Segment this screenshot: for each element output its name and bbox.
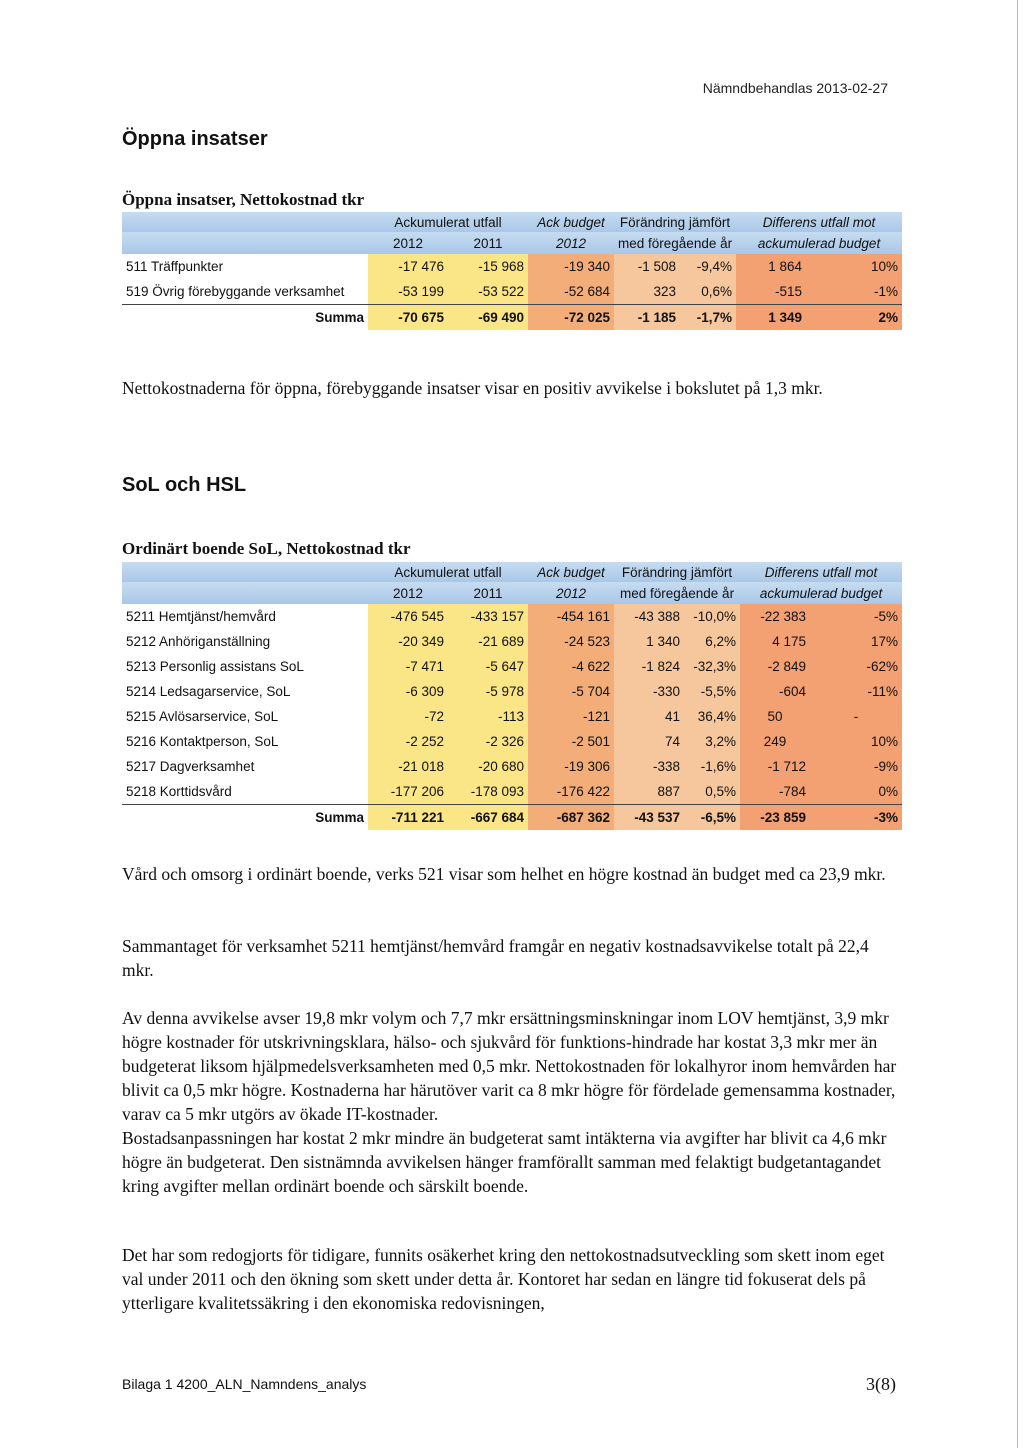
cell-2011: -433 157 xyxy=(448,604,528,629)
table-title-ordinart-boende: Ordinärt boende SoL, Nettokostnad tkr xyxy=(122,539,411,558)
cell-diff-pct: 2% xyxy=(806,305,902,331)
page-number: 3(8) xyxy=(866,1374,896,1394)
cell-diff-pct: 0% xyxy=(810,779,902,805)
header-blank xyxy=(122,212,368,232)
header-blank xyxy=(122,582,368,604)
cell-diff: 1 864 xyxy=(736,254,806,279)
col-differens: Differens utfall mot xyxy=(740,562,902,582)
cell-diff: -784 xyxy=(740,779,810,805)
paragraph-block-2 xyxy=(122,934,902,982)
col-forandring: Förändring jämfört xyxy=(614,562,740,582)
cell-budget: -52 684 xyxy=(528,279,614,305)
cell-diff: -22 383 xyxy=(740,604,810,629)
cell-diff-pct: 10% xyxy=(810,729,902,754)
cell-budget: -121 xyxy=(528,704,614,729)
col-med-foregaende: med föregående år xyxy=(614,232,736,254)
cell-change: -338 xyxy=(614,754,684,779)
cell-diff: 50 xyxy=(740,704,810,729)
section-heading-oppna-insatser: Öppna insatser xyxy=(122,128,268,150)
col-ack-budget-sub: ackumulerad budget xyxy=(736,232,902,254)
paragraph-oppna-insatser xyxy=(122,376,902,400)
section-heading-sol-hsl: SoL och HSL xyxy=(122,474,247,496)
paragraph-text: Vård och omsorg i ordinärt boende, verks 521 visar som helhet en högre kostnad än budget med ca 23,9 mkr. xyxy=(122,864,886,884)
cell-2011: -178 093 xyxy=(448,779,528,805)
cell-change-pct: 0,6% xyxy=(680,279,736,305)
table-row xyxy=(122,729,902,754)
cell-2012: -53 199 xyxy=(368,279,448,305)
cell-change: -1 508 xyxy=(614,254,680,279)
table-row xyxy=(122,604,902,629)
cell-2012: -21 018 xyxy=(368,754,448,779)
cell-change: -1 185 xyxy=(614,305,680,331)
col-ack-budget-sub: ackumulerad budget xyxy=(740,582,902,604)
table-row xyxy=(122,654,902,679)
table-row xyxy=(122,704,902,729)
cell-change-pct: -32,3% xyxy=(684,654,740,679)
row-label: 519 Övrig förebyggande verksamhet xyxy=(122,279,368,305)
cell-2012: -476 545 xyxy=(368,604,448,629)
cell-budget: -24 523 xyxy=(528,629,614,654)
table-row xyxy=(122,679,902,704)
cell-change: -330 xyxy=(614,679,684,704)
row-label: 5211 Hemtjänst/hemvård xyxy=(122,604,368,629)
col-ack-budget: Ack budget xyxy=(528,212,614,232)
cell-2012: -70 675 xyxy=(368,305,448,331)
cell-budget: -2 501 xyxy=(528,729,614,754)
table-ordinart-boende xyxy=(122,562,902,830)
table-row xyxy=(122,629,902,654)
cell-2011: -53 522 xyxy=(448,279,528,305)
cell-2011: -15 968 xyxy=(448,254,528,279)
cell-budget: -454 161 xyxy=(528,604,614,629)
table-row xyxy=(122,754,902,779)
cell-change: -43 388 xyxy=(614,604,684,629)
summa-row xyxy=(122,305,902,331)
cell-diff: -2 849 xyxy=(740,654,810,679)
cell-change: 1 340 xyxy=(614,629,684,654)
col-2012: 2012 xyxy=(368,232,448,254)
cell-diff: -1 712 xyxy=(740,754,810,779)
paragraph-block-4 xyxy=(122,1243,902,1315)
cell-change: -1 824 xyxy=(614,654,684,679)
table-row xyxy=(122,254,902,279)
cell-budget: -19 340 xyxy=(528,254,614,279)
row-label: 511 Träffpunkter xyxy=(122,254,368,279)
cell-change: 887 xyxy=(614,779,684,805)
header-blank xyxy=(122,562,368,582)
cell-diff-pct: -11% xyxy=(810,679,902,704)
paragraph-text: Nettokostnaderna för öppna, förebyggande insatser visar en positiv avvikelse i bokslutet på 1,3 mkr. xyxy=(122,378,823,398)
col-2012: 2012 xyxy=(368,582,448,604)
cell-2012: -6 309 xyxy=(368,679,448,704)
row-label: 5215 Avlösarservice, SoL xyxy=(122,704,368,729)
cell-change-pct: -1,6% xyxy=(684,754,740,779)
cell-budget: -72 025 xyxy=(528,305,614,331)
cell-2011: -5 647 xyxy=(448,654,528,679)
cell-2011: -20 680 xyxy=(448,754,528,779)
cell-2011: -5 978 xyxy=(448,679,528,704)
cell-change-pct: 3,2% xyxy=(684,729,740,754)
cell-2011: -667 684 xyxy=(448,805,528,831)
cell-change-pct: -5,5% xyxy=(684,679,740,704)
cell-change-pct: 6,2% xyxy=(684,629,740,654)
cell-budget: -19 306 xyxy=(528,754,614,779)
col-differens: Differens utfall mot xyxy=(736,212,902,232)
header-blank xyxy=(122,232,368,254)
cell-2011: -113 xyxy=(448,704,528,729)
cell-change-pct: 0,5% xyxy=(684,779,740,805)
summa-label: Summa xyxy=(122,805,368,831)
summa-label: Summa xyxy=(122,305,368,331)
cell-2012: -17 476 xyxy=(368,254,448,279)
cell-2012: -177 206 xyxy=(368,779,448,805)
table-title-oppna-insatser: Öppna insatser, Nettokostnad tkr xyxy=(122,190,365,209)
cell-change-pct: -9,4% xyxy=(680,254,736,279)
cell-2012: -2 252 xyxy=(368,729,448,754)
row-label: 5213 Personlig assistans SoL xyxy=(122,654,368,679)
meeting-date-stamp: Nämndbehandlas 2013-02-27 xyxy=(702,80,888,96)
cell-change-pct: -1,7% xyxy=(680,305,736,331)
row-label: 5216 Kontaktperson, SoL xyxy=(122,729,368,754)
cell-change: 323 xyxy=(614,279,680,305)
col-budget-year: 2012 xyxy=(528,232,614,254)
row-label: 5217 Dagverksamhet xyxy=(122,754,368,779)
col-forandring: Förändring jämfört xyxy=(614,212,736,232)
paragraph-text: Det har som redogjorts för tidigare, funnits osäkerhet kring den nettokostnadsutveckling som skett inom eget val under 2011 och den ökning som skett under detta år. Kontoret har sedan en längre tid fokuserat dels på ytterligare kvalitetssäkring i den ekonomiska redovisningen, xyxy=(122,1245,885,1313)
cell-diff-pct: - xyxy=(810,704,902,729)
col-ack-utfall: Ackumulerat utfall xyxy=(368,212,528,232)
cell-diff: 249 xyxy=(740,729,810,754)
paragraph-text: Bostadsanpassningen har kostat 2 mkr mindre än budgeterat samt intäkterna via avgifter har blivit ca 4,6 mkr högre än budgeterat. Den sistnämnda avvikelsen hänger framförallt samman med felaktigt budgetantagandet kring avgifter mellan ordinärt boende och särskilt boende. xyxy=(122,1128,887,1196)
cell-change-pct: 36,4% xyxy=(684,704,740,729)
paragraph-text: Av denna avvikelse avser 19,8 mkr volym och 7,7 mkr ersättningsminskningar inom LOV hemtjänst, 3,9 mkr högre kostnader för utskrivningsklara, hälso- och sjukvård för funktions-hindrade har kostat 3,3 mkr mer än budgeterat liksom hjälpmedelsverksamheten med 0,5 mkr. Nettokostnaden för lokalhyror inom hemvården har blivit ca 0,5 mkr högre. Kostnaderna har härutöver varit ca 8 mkr högre för fördelade gemensamma kostnader, varav ca 5 mkr utgörs av ökade IT-kostnader. xyxy=(122,1008,897,1124)
footer-attachment-label: Bilaga 1 4200_ALN_Namndens_analys xyxy=(122,1376,367,1392)
cell-change: 41 xyxy=(614,704,684,729)
cell-diff-pct: -1% xyxy=(806,279,902,305)
col-2011: 2011 xyxy=(448,582,528,604)
col-ack-budget: Ack budget xyxy=(528,562,614,582)
cell-diff: -515 xyxy=(736,279,806,305)
cell-diff: 4 175 xyxy=(740,629,810,654)
paragraph-block-3 xyxy=(122,1006,902,1198)
col-ack-utfall: Ackumulerat utfall xyxy=(368,562,528,582)
cell-budget: -5 704 xyxy=(528,679,614,704)
col-2011: 2011 xyxy=(448,232,528,254)
cell-2012: -72 xyxy=(368,704,448,729)
col-budget-year: 2012 xyxy=(528,582,614,604)
page-edge-line xyxy=(1017,0,1018,1448)
cell-budget: -687 362 xyxy=(528,805,614,831)
col-med-foregaende: med föregående år xyxy=(614,582,740,604)
table-row xyxy=(122,279,902,305)
cell-2011: -2 326 xyxy=(448,729,528,754)
paragraph-block-1 xyxy=(122,862,902,886)
cell-diff-pct: 17% xyxy=(810,629,902,654)
paragraph-text: Sammantaget för verksamhet 5211 hemtjänst/hemvård framgår en negativ kostnadsavvikelse totalt på 22,4 mkr. xyxy=(122,936,869,980)
cell-2011: -21 689 xyxy=(448,629,528,654)
summa-row xyxy=(122,805,902,831)
cell-diff: 1 349 xyxy=(736,305,806,331)
row-label: 5218 Korttidsvård xyxy=(122,779,368,805)
cell-diff-pct: -3% xyxy=(810,805,902,831)
cell-budget: -4 622 xyxy=(528,654,614,679)
cell-diff: -23 859 xyxy=(740,805,810,831)
cell-change-pct: -10,0% xyxy=(684,604,740,629)
cell-2012: -711 221 xyxy=(368,805,448,831)
cell-change: -43 537 xyxy=(614,805,684,831)
cell-diff-pct: -9% xyxy=(810,754,902,779)
row-label: 5214 Ledsagarservice, SoL xyxy=(122,679,368,704)
cell-change-pct: -6,5% xyxy=(684,805,740,831)
cell-2011: -69 490 xyxy=(448,305,528,331)
cell-2012: -7 471 xyxy=(368,654,448,679)
cell-diff-pct: -62% xyxy=(810,654,902,679)
cell-diff-pct: -5% xyxy=(810,604,902,629)
table-row xyxy=(122,779,902,805)
cell-diff-pct: 10% xyxy=(806,254,902,279)
cell-2012: -20 349 xyxy=(368,629,448,654)
cell-change: 74 xyxy=(614,729,684,754)
row-label: 5212 Anhöriganställning xyxy=(122,629,368,654)
cell-diff: -604 xyxy=(740,679,810,704)
cell-budget: -176 422 xyxy=(528,779,614,805)
table-oppna-insatser xyxy=(122,212,902,330)
